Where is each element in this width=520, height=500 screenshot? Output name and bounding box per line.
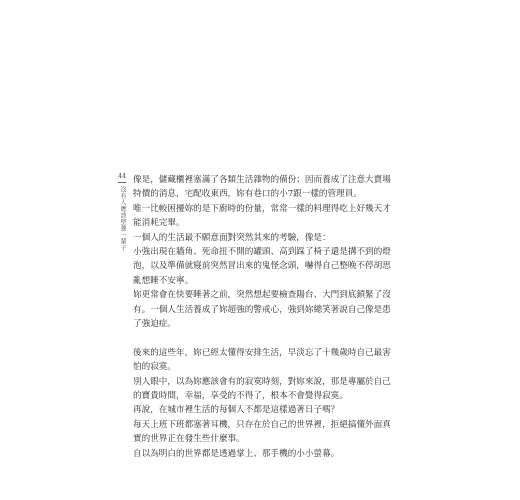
text-line: 的寶貴時間，幸福，享受的不得了，根本不會覺得寂寞。 xyxy=(133,391,348,402)
paragraph xyxy=(133,418,391,447)
paragraph-gap xyxy=(133,331,383,345)
text-line: 自以為明白的世界都是透過掌上、那手機的小小螢幕。 xyxy=(133,448,340,459)
paragraph xyxy=(133,288,391,331)
paragraph xyxy=(133,245,391,288)
text-line: 有。一個人生活養成了妳超強的警戒心，強到妳總笑著說自己像是患 xyxy=(133,304,391,315)
running-title: 沒有人應該堅強一輩子 xyxy=(119,186,126,251)
text-line: 後來的這些年，妳已經太懂得安排生活，早淡忘了十幾歲時自己最害 xyxy=(133,347,391,358)
text-line: 一個人的生活最不願意面對突然其來的考驗，像是： xyxy=(133,232,331,243)
paragraph xyxy=(133,202,391,231)
margin-divider xyxy=(118,182,126,183)
text-line: 妳更常會在快要睡著之前，突然想起要檢查陽台、大門到底鎖緊了沒 xyxy=(133,290,391,301)
text-line: 像是，儲藏櫃裡塞滿了各類生活雜物的備份；因而養成了注意大賣場 xyxy=(133,175,391,185)
body-text xyxy=(133,173,391,461)
text-line: 每天上班下班都塞著耳機，只存在於自己的世界裡，拒絕搞懂外面真 xyxy=(133,419,391,430)
text-line: 能消耗完畢。 xyxy=(133,218,185,229)
text-line: 亂想睡不安寧。 xyxy=(133,275,194,286)
text-line: 別人眼中，以為妳應該會有的寂寞時刻，對妳來說，那是專屬於自己 xyxy=(133,376,391,387)
text-line: 泡，以及準備就寢前突然冒出來的鬼怪念頭，嚇得自己整晚不停胡思 xyxy=(133,261,391,272)
text-line: 了強迫症。 xyxy=(133,319,176,330)
page-number: 44 xyxy=(117,172,127,180)
paragraph xyxy=(133,403,383,417)
paragraph xyxy=(133,447,383,461)
text-line: 唯一比較困擾妳的是下廚時的份量，常常一樣的料理得吃上好幾天才 xyxy=(133,203,391,214)
page-margin xyxy=(116,172,128,251)
paragraph xyxy=(133,231,383,245)
paragraph xyxy=(133,375,391,404)
text-line: 再說，在城市裡生活的每個人不都是這樣過著日子嗎？ xyxy=(133,405,340,416)
text-line: 實的世界正在發生些什麼事。 xyxy=(133,434,245,445)
paragraph xyxy=(133,173,391,202)
paragraph xyxy=(133,346,391,375)
text-line: 怕的寂寞。 xyxy=(133,362,176,373)
text-line: 小強出現在牆角、死命扭不開的罐頭、高到踩了椅子還是搆不到的燈 xyxy=(133,247,391,258)
text-line: 特價的消息，宅配收東西，妳有巷口的小7跟一樣的管理員。 xyxy=(133,189,362,200)
